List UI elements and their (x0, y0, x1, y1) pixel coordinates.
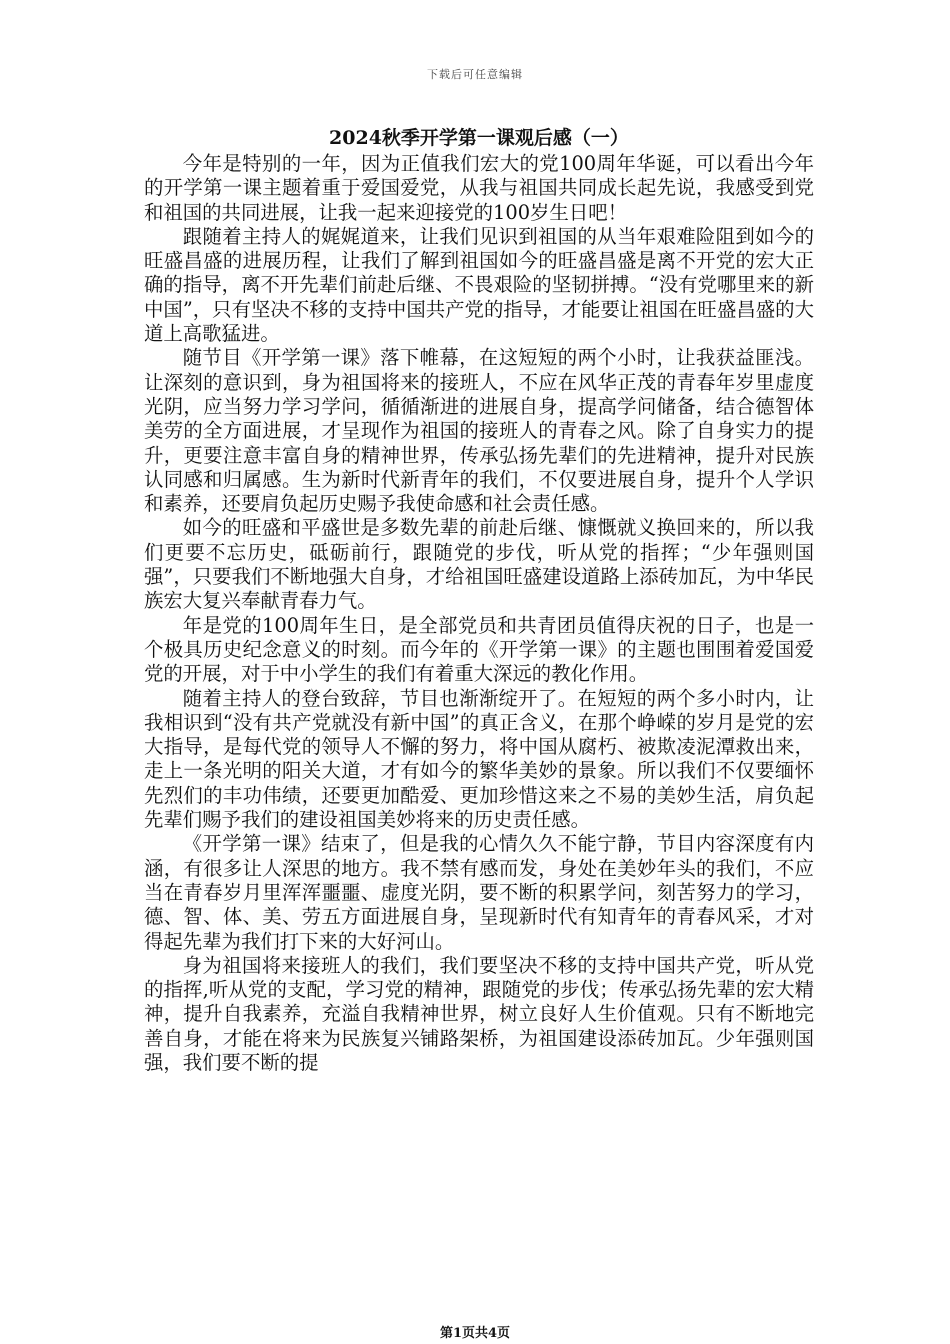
paragraph-6: 随着主持人的登台致辞，节目也渐渐绽开了。在短短的两个多小时内，让我相识到“没有共产党就没有新中国”的真正含义，在那个峥嵘的岁月是党的宏大指导，是每代党的领导人不懈的努力，将中国从腐朽、被欺凌泥潭救出来，走上一条光明的阳关大道，才有如今的繁华美妙的景象。所以我们不仅要缅怀先烈们的丰功伟绩，还要更加酷爱、更加珍惜这来之不易的美妙生活，肩负起先辈们赐予我们的建设祖国美妙将来的历史责任感。 (144, 686, 814, 832)
paragraph-4: 如今的旺盛和平盛世是多数先辈的前赴后继、慷慨就义换回来的，所以我们更要不忘历史，砥砺前行，跟随党的步伐，听从党的指挥；“少年强则国强”，只要我们不断地强大自身，才给祖国旺盛建设道路上添砖加瓦，为中华民族宏大复兴奉献青春力气。 (144, 516, 814, 613)
paragraph-7: 《开学第一课》结束了，但是我的心情久久不能宁静，节目内容深度有内涵，有很多让人深思的地方。我不禁有感而发，身处在美妙年头的我们，不应当在青春岁月里浑浑噩噩、虚度光阴，要不断的积累学问，刻苦努力的学习，德、智、体、美、劳五方面进展自身，呈现新时代有知青年的青春风采，才对得起先辈为我们打下来的大好河山。 (144, 832, 814, 953)
document-title: 2024秋季开学第一课观后感（一） (329, 127, 629, 149)
paragraph-1: 今年是特别的一年，因为正值我们宏大的党100周年华诞，可以看出今年的开学第一课主题着重于爱国爱党，从我与祖国共同成长起先说，我感受到党和祖国的共同进展，让我一起来迎接党的100岁生日吧！ (144, 152, 814, 224)
header-note: 下载后可任意编辑 (427, 68, 523, 81)
paragraph-8: 身为祖国将来接班人的我们，我们要坚决不移的支持中国共产党，听从党的指挥,听从党的支配，学习党的精神，跟随党的步伐；传承弘扬先辈的宏大精神，提升自我素养，充溢自我精神世界，树立良好人生价值观。只有不断地完善自身，才能在将来为民族复兴铺路架桥，为祖国建设添砖加瓦。少年强则国强，我们要不断的提 (144, 953, 814, 1074)
paragraph-5: 年是党的100周年生日，是全部党员和共青团员值得庆祝的日子，也是一个极具历史纪念意义的时刻。而今年的《开学第一课》的主题也围围着爱国爱党的开展，对于中小学生的我们有着重大深远的教化作用。 (144, 613, 814, 686)
paragraph-3: 随节目《开学第一课》落下帷幕，在这短短的两个小时，让我获益匪浅。让深刻的意识到，身为祖国将来的接班人，不应在风华正茂的青春年岁里虚度光阴，应当努力学习学问，循循渐进的进展自身，提高学问储备，结合德智体美劳的全方面进展，才呈现作为祖国的接班人的青春之风。除了自身实力的提升，更要注意丰富自身的精神世界，传承弘扬先辈们的先进精神，提升对民族认同感和归属感。生为新时代新青年的我们，不仅要进展自身，提升个人学识和素养，还要肩负起历史赐予我使命感和社会责任感。 (144, 346, 814, 516)
document-body (144, 124, 814, 1075)
paragraph-2: 跟随着主持人的娓娓道来，让我们见识到祖国的从当年艰难险阻到如今的旺盛昌盛的进展历程，让我们了解到祖国如今的旺盛昌盛是离不开党的宏大正确的指导，离不开先辈们前赴后继、不畏艰险的坚韧拼搏。“没有党哪里来的新中国”，只有坚决不移的支持中国共产党的指导，才能要让祖国在旺盛昌盛的大道上高歌猛进。 (144, 224, 814, 346)
page-number: 第1页共4页 (439, 1326, 511, 1341)
